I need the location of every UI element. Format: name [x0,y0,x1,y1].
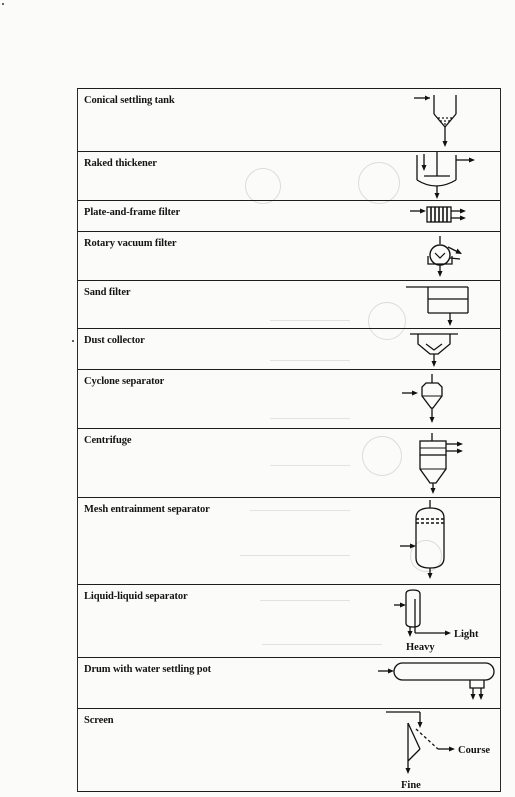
table-row [78,231,500,280]
course-outlet-label: Course [458,745,491,756]
table-row [78,151,500,200]
row-label: Mesh entrainment separator [84,504,210,515]
row-label: Plate-and-frame filter [84,207,181,218]
dust-collector-icon [404,330,464,370]
row-label: Liquid-liquid separator [84,591,188,602]
row-label: Conical settling tank [84,95,175,106]
light-outlet-label: Light [454,629,479,640]
table-row [78,584,500,657]
cyclone-separator-icon [402,372,462,428]
drum-with-water-settling-pot-icon [378,660,498,708]
page-speck [72,340,74,342]
table-row [78,328,500,369]
screen-labels [386,709,496,793]
row-label: Screen [84,715,114,726]
plate-and-frame-filter-icon [410,204,470,228]
fine-outlet-label: Fine [401,780,421,791]
raked-thickener-icon [408,152,478,202]
centrifuge-icon [408,431,478,497]
row-label: Rotary vacuum filter [84,238,177,249]
table-row [78,369,500,428]
table-row [78,428,500,497]
table-row [78,280,500,328]
page-speck [2,3,4,5]
mesh-entrainment-separator-icon [400,498,460,584]
conical-settling-tank-icon [414,91,464,151]
table-row [78,200,500,231]
heavy-outlet-label: Heavy [406,642,435,653]
table-row [78,708,500,792]
liquid-liquid-separator-labels [394,585,484,657]
row-label: Cyclone separator [84,376,165,387]
row-label: Drum with water settling pot [84,664,212,675]
row-label: Raked thickener [84,158,157,169]
table-row [78,88,500,151]
rotary-vacuum-filter-icon [418,234,474,280]
table-row [78,497,500,584]
sand-filter-icon [406,283,476,329]
row-label: Dust collector [84,335,145,346]
equipment-symbol-table [77,88,501,792]
row-label: Centrifuge [84,435,132,446]
row-label: Sand filter [84,287,131,298]
table-row [78,657,500,708]
